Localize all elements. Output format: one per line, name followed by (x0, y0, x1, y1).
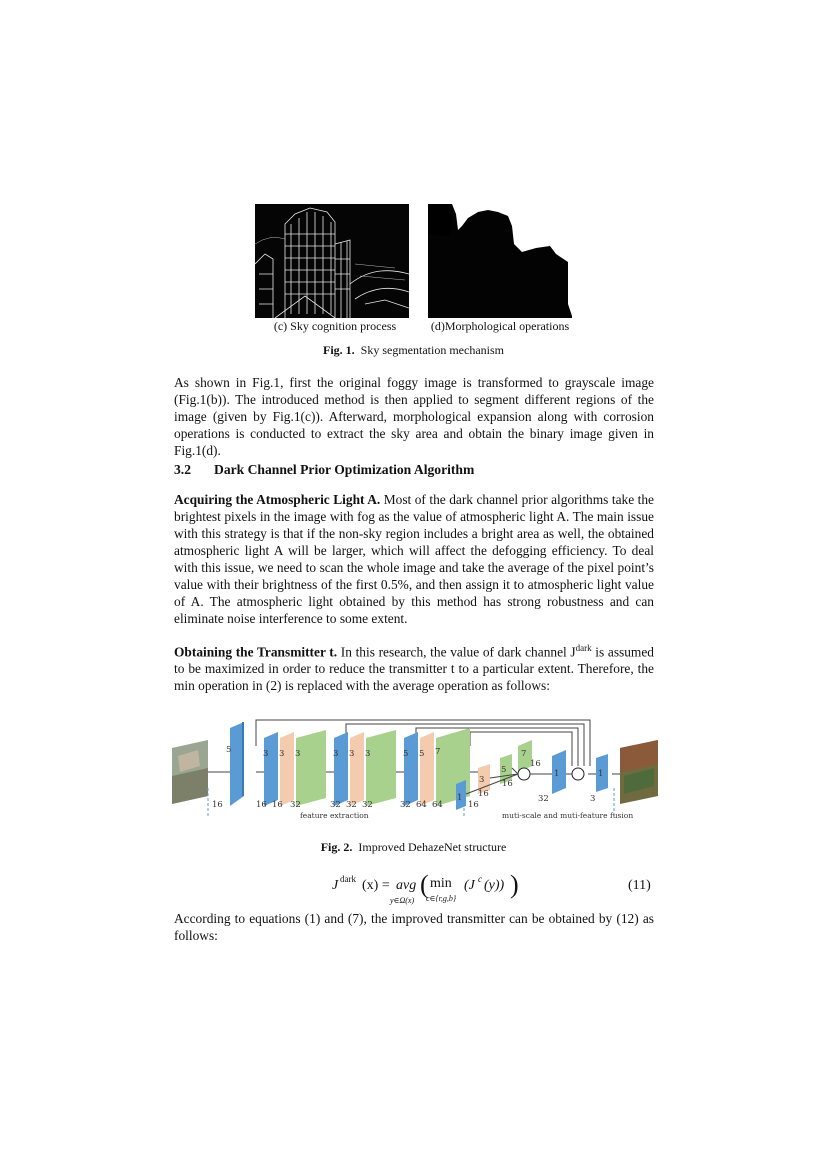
paragraph-sky-segmentation: As shown in Fig.1, first the original foggy image is transformed to grayscale image (Fig.1(b)). The introduced method is then applied to segment different regions of the image (given by Fig.1(c)). Afterward, morphological expansion along with corrosion operations is conducted to extract the sky area and obtain the binary image given in Fig.1(d). (174, 375, 654, 458)
channel-label: 32 (538, 794, 549, 804)
equation-number: (11) (628, 878, 651, 893)
equation-11 (332, 870, 532, 908)
inner-label: 16 (502, 779, 513, 789)
channel-label: 16 (468, 800, 479, 810)
eq-paren-right: ) (510, 870, 519, 899)
conv-block-1 (230, 722, 244, 806)
kernel-label: 3 (349, 749, 355, 759)
paragraph-text-pre: In this research, the value of dark channel J (337, 644, 576, 660)
section-title: Dark Channel Prior Optimization Algorithm (214, 462, 475, 477)
channel-label: 32 (400, 800, 411, 810)
dark-superscript: dark (575, 643, 592, 653)
figure-2-title: Improved DehazeNet structure (358, 840, 507, 854)
channel-label: 32 (346, 800, 357, 810)
eq-min-sub: c∈{r,g,b} (426, 894, 457, 903)
paragraph-body-atmospheric: Most of the dark channel prior algorithms take the brightest pixels in the image with fog as the value of atmospheric light A. The main issue with this strategy is that if the non-sky region includes a bright area as well, the obtained atmospheric light A will be larger, which will affect the defogging efficiency. To deal with this issue, we need to scan the whole image and take the average of the pixel point’s value with their brightness of the first 0.5%, and then assign it to atmospheric light value of A. The atmospheric light obtained by this method has strong robustness and can eliminate noise interference to some extent. (174, 492, 654, 626)
kernel-label: 3 (333, 749, 339, 759)
eq-lhs-arg: (x) = (362, 878, 390, 893)
eq-avg: avg (396, 878, 417, 893)
channel-label: 16 (212, 800, 223, 810)
channel-label: 32 (362, 800, 373, 810)
kernel-label: 1 (598, 769, 604, 779)
kernel-label: 5 (403, 749, 409, 759)
paragraph-lead-atmospheric: Acquiring the Atmospheric Light A. (174, 492, 381, 507)
channel-label: 64 (432, 800, 443, 810)
kernel-label: 3 (479, 775, 485, 785)
paragraph-transmitter (174, 640, 654, 694)
subfigure-c-caption: (c) Sky cognition process (273, 319, 397, 333)
kernel-label: 5 (501, 765, 507, 775)
paragraph-lead-transmitter: Obtaining the Transmitter t. (174, 644, 338, 660)
kernel-label: 7 (521, 749, 527, 759)
input-foggy-image (172, 740, 208, 804)
kernel-label: 3 (279, 749, 285, 759)
group-label-fusion: muti-scale and muti-feature fusion (502, 811, 634, 820)
paragraph-atmospheric-light (174, 491, 654, 627)
morphological-binary-image (428, 204, 572, 318)
kernel-label: 3 (295, 749, 301, 759)
inner-label: 16 (530, 759, 541, 769)
kernel-label: 3 (365, 749, 371, 759)
figure-1-label: Fig. 1. (323, 343, 355, 357)
kernel-label: 3 (263, 749, 269, 759)
channel-label: 64 (416, 800, 427, 810)
figure-1-caption (0, 343, 827, 358)
channel-label: 32 (290, 800, 301, 810)
figure-1-title: Sky segmentation mechanism (360, 343, 504, 357)
eq-lhs: J (332, 878, 339, 893)
kernel-label: 1 (457, 793, 463, 803)
paragraph-text-post: is assumed to be maximized in order to reduce the transmitter t to a particular extent. Therefore, the min operation in (2) is replaced with the average operation as follows: (174, 644, 654, 694)
eq-avg-sub: y∈Ω(x) (390, 896, 415, 905)
eq-min: min (430, 876, 452, 891)
figure-2-label: Fig. 2. (320, 840, 353, 854)
sky-cognition-image (255, 204, 409, 318)
eq-paren-left: ( (420, 870, 429, 899)
eq-inner-tail: (y)) (484, 878, 505, 893)
figure-2-caption (0, 840, 827, 855)
eq-inner-sup: c (478, 874, 482, 884)
eq-inner: (J (464, 878, 475, 893)
eq-lhs-sup: dark (340, 874, 356, 884)
inner-label: 16 (478, 789, 489, 799)
section-number: 3.2 (174, 462, 191, 477)
group-label-feature-extraction: feature extraction (300, 811, 369, 820)
output-clear-image (620, 740, 658, 804)
channel-label: 16 (256, 800, 267, 810)
subfigure-d-caption: (d)Morphological operations (430, 319, 570, 333)
kernel-label: 5 (226, 745, 232, 755)
paragraph-improved-transmitter: According to equations (1) and (7), the improved transmitter can be obtained by (12) as follows: (174, 911, 654, 943)
kernel-label: 7 (435, 747, 441, 757)
kernel-label: 1 (554, 769, 560, 779)
conv-block-2 (264, 730, 326, 806)
channel-label: 16 (272, 800, 283, 810)
channel-label: 32 (330, 800, 341, 810)
channel-label: 3 (590, 794, 596, 804)
dehazenet-diagram (168, 716, 660, 822)
conv-block-3 (334, 730, 396, 806)
kernel-label: 5 (419, 749, 425, 759)
